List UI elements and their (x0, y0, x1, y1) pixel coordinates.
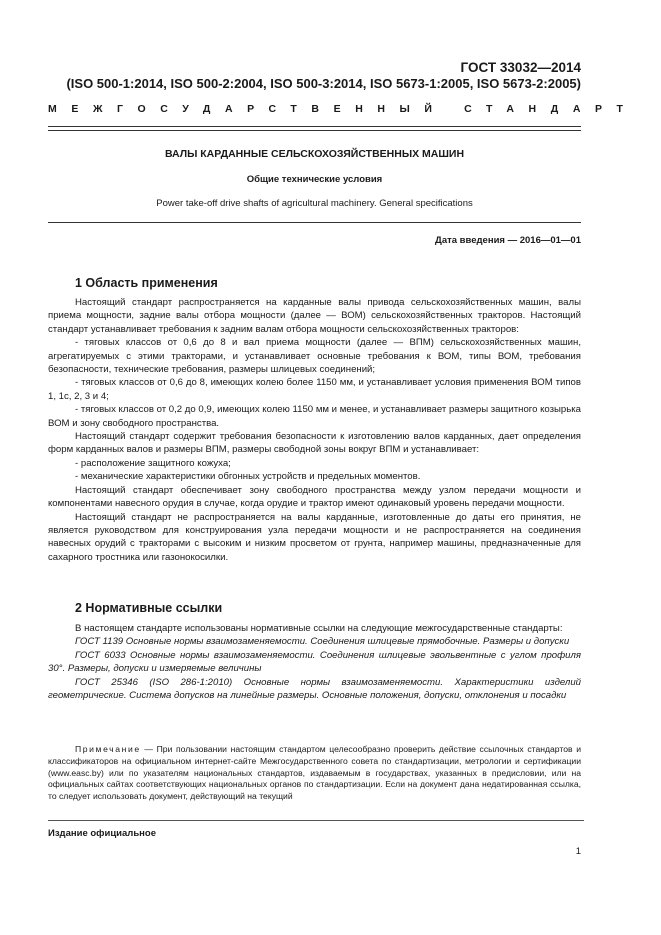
paragraph: Настоящий стандарт распространяется на карданные валы привода сельскохозяйственных машин, валы приема мощности, задние валы отбора мощности (далее — ВОМ) сельскохозяйственных тракторов. Настоящий стандарт устанавливает требования к задним валам отбора мощности сельскохозяйственных тракторов: (48, 297, 581, 335)
paragraph: Настоящий стандарт не распространяется на валы карданные, изготовленные до даты его принятия, не является руководством для конструирования узла передачи мощности и не распространяется на соединения навесных орудий с тракторами с высоким и низким просветом от грунта, например машины, предназначенные для сахарного тростника или газонокосилки. (48, 511, 581, 563)
document-title: ВАЛЫ КАРДАННЫЕ СЕЛЬСКОХОЗЯЙСТВЕННЫХ МАШИН (164, 148, 465, 160)
paragraph: Настоящий стандарт содержит требования безопасности к изготовлению валов карданных, дает определения форм карданных валов и размеры ВПМ, размеры свободной зоны вокруг ВПМ и устанавливает: (48, 431, 581, 456)
reference-item: ГОСТ 25346 (ISO 286-1:2010) Основные нормы взаимозаменяемости. Характеристики изделий геометрические. Система допусков на линейные размеры. Основные положения, допуски, отклонения и посадки (48, 676, 581, 702)
page-number: 1 (575, 846, 581, 857)
note-text: — При пользовании настоящим стандартом целесообразно проверить действие ссылочных стандартов и классификаторов на официальном интернет-сайте Межгосударственного совета по стандартизации, метрологии и сертификации (www.easc.by) или по указателям национальных стандартов, издаваемым в государствах, указанных в предисловии, или на официальных сайтах соответствующих национальных органов по стандартизации. Если на документ дана недатированная ссылка, то следует использовать документ, действующий на текущий (48, 744, 581, 802)
list-item: - механические характеристики обгонных устройств и предельных моментов. (75, 471, 421, 483)
footer-rule (48, 820, 584, 821)
paragraph: Настоящий стандарт обеспечивает зону свободного пространства между узлом передачи мощности и компонентами навесного орудия в случае, когда орудие и трактор имеют одинаковый уровень передачи мощности. (48, 484, 581, 510)
header-rule-bottom (48, 130, 581, 131)
document-subtitle: Общие технические условия (246, 174, 383, 185)
interstate-standard-label: МЕЖГОСУДАРСТВЕННЫЙ СТАНДАРТ (48, 103, 638, 115)
note-block (48, 744, 581, 803)
section-1-body (48, 296, 581, 564)
title-divider (48, 222, 581, 223)
reference-item: ГОСТ 1139 Основные нормы взаимозаменяемости. Соединения шлицевые прямобочные. Размеры и допуски (75, 636, 570, 648)
paragraph: В настоящем стандарте использованы нормативные ссылки на следующие межгосударственные стандарты: (75, 623, 563, 634)
iso-references: (ISO 500-1:2014, ISO 500-2:2004, ISO 500-3:2014, ISO 5673-1:2005, ISO 5673-2:2005) (66, 76, 581, 91)
note-label: Примечание (75, 744, 141, 754)
list-item: - тяговых классов от 0,2 до 0,9, имеющих колею 1150 мм и менее, и устанавливает размеры защитного козырька ВОМ и зону свободного пространства. (48, 404, 581, 429)
header-rule-top (48, 126, 581, 127)
reference-item: ГОСТ 6033 Основные нормы взаимозаменяемости. Соединения шлицевые эвольвентные с углом профиля 30°. Размеры, допуски и измеряемые величины (48, 649, 581, 675)
official-edition-label: Издание официальное (48, 828, 156, 839)
standard-code: ГОСТ 33032—2014 (460, 60, 581, 75)
list-item: - тяговых классов от 0,6 до 8, имеющих колею более 1150 мм, и устанавливает условия применения ВОМ типов 1, 1с, 2, 3 и 4; (48, 377, 581, 402)
list-item: - расположение защитного кожуха; (75, 457, 231, 469)
section-1-heading: 1 Область применения (75, 276, 218, 290)
section-2-heading: 2 Нормативные ссылки (75, 601, 223, 615)
introduction-date: Дата введения — 2016—01—01 (435, 235, 581, 246)
list-item: - тяговых классов от 0,6 до 8 и вал приема мощности (далее — ВПМ) сельскохозяйственных машин, агрегатируемых с этими тракторами, и устанавливает основные требования к ВОМ, типы ВОМ, требования безопасности, технические требования, размеры шлицевых соединений; (48, 337, 581, 376)
section-2-body (48, 622, 581, 702)
document-title-english: Power take-off drive shafts of agricultural machinery. General specifications (156, 198, 473, 209)
